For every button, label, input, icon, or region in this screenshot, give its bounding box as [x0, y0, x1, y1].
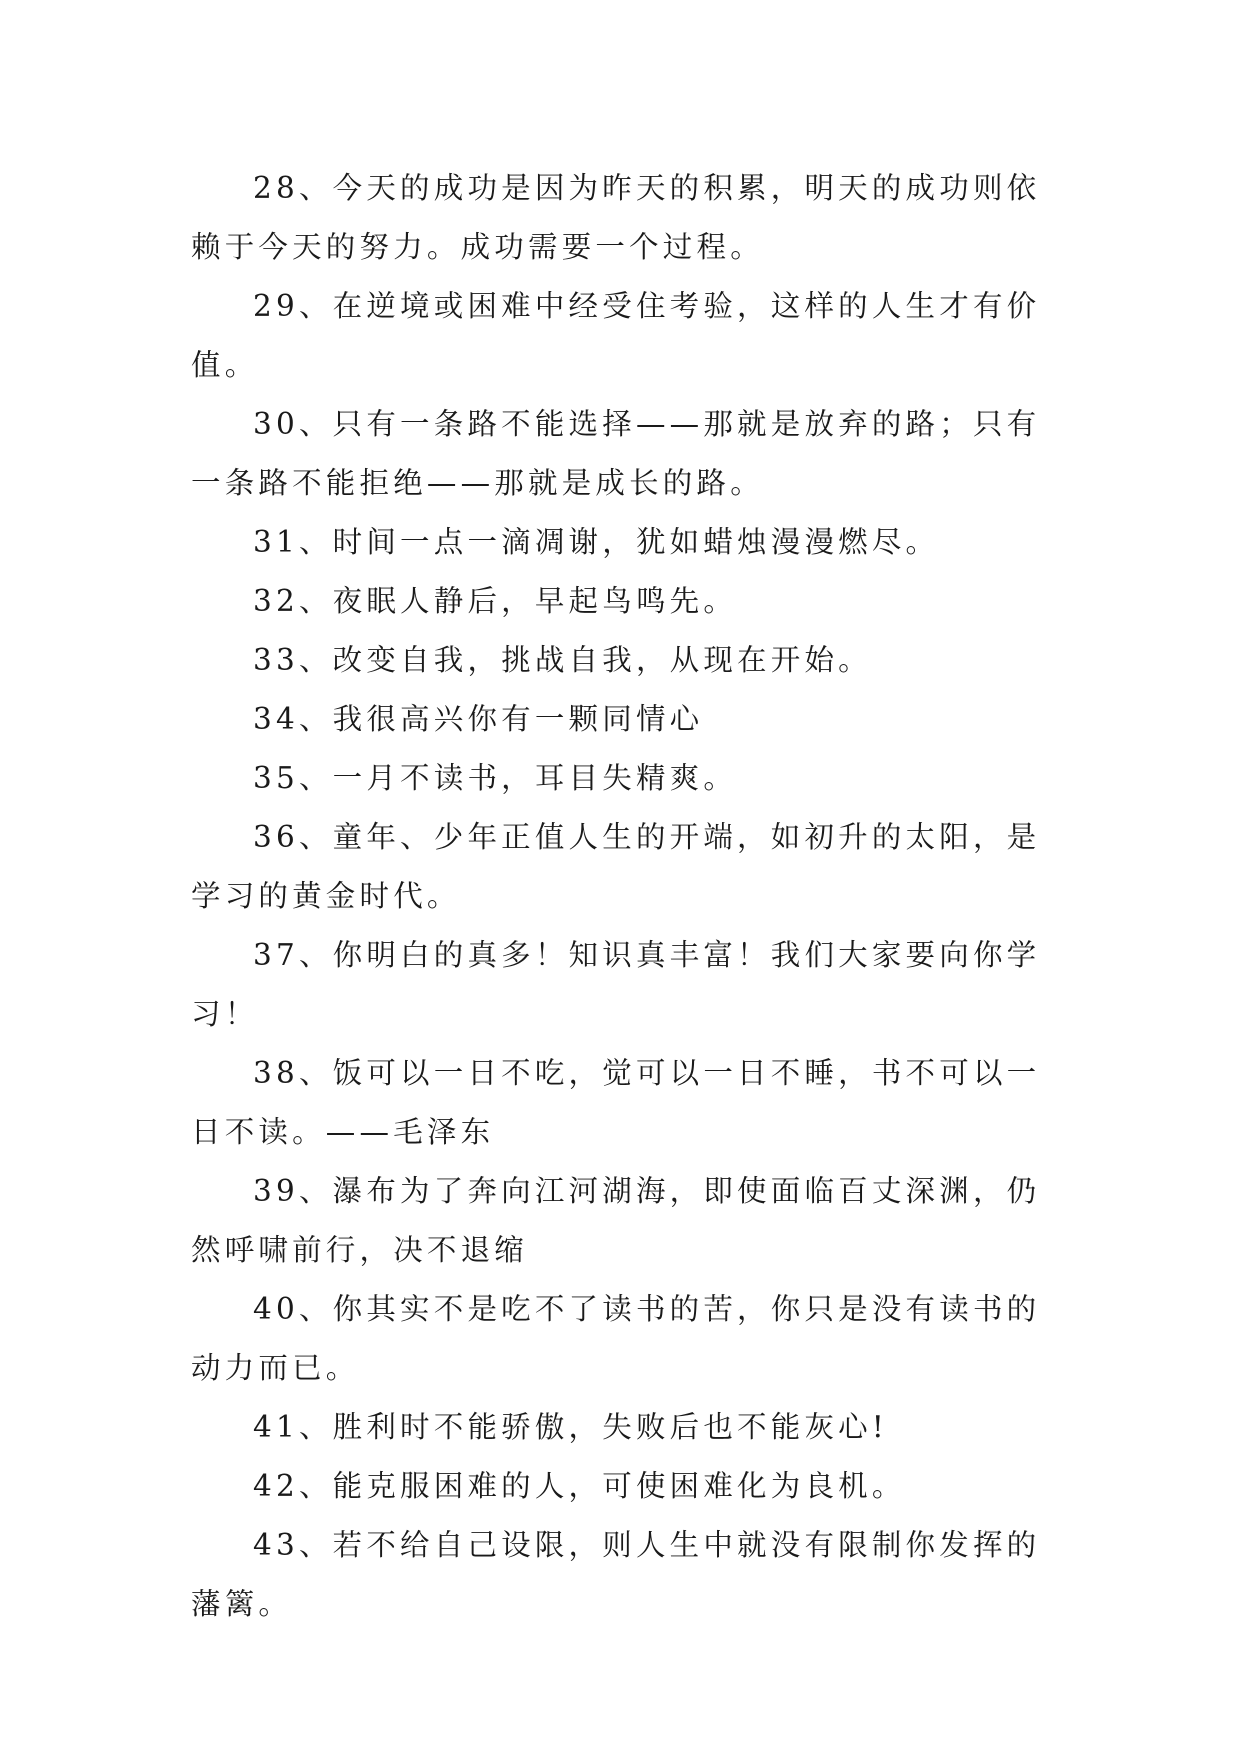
paragraph-36: 36、童年、少年正值人生的开端，如初升的太阳，是学习的黄金时代。	[191, 820, 1041, 913]
document-body	[191, 159, 1051, 1634]
paragraph-43: 43、若不给自己设限，则人生中就没有限制你发挥的藩篱。	[191, 1528, 1041, 1621]
paragraph-30: 30、只有一条路不能选择——那就是放弃的路；只有一条路不能拒绝——那就是成长的路。	[191, 407, 1041, 500]
paragraph-33: 33、改变自我，挑战自我，从现在开始。	[253, 643, 872, 677]
paragraph-35: 35、一月不读书，耳目失精爽。	[253, 761, 738, 795]
paragraph-39: 39、瀑布为了奔向江河湖海，即使面临百丈深渊，仍然呼啸前行，决不退缩	[191, 1174, 1041, 1267]
paragraph-28: 28、今天的成功是因为昨天的积累，明天的成功则依赖于今天的努力。成功需要一个过程。	[191, 171, 1041, 264]
paragraph-32: 32、夜眠人静后，早起鸟鸣先。	[253, 584, 738, 618]
paragraph-41: 41、胜利时不能骄傲，失败后也不能灰心!	[253, 1410, 888, 1444]
paragraph-38: 38、饭可以一日不吃，觉可以一日不睡，书不可以一日不读。——毛泽东	[191, 1056, 1041, 1149]
paragraph-40: 40、你其实不是吃不了读书的苦，你只是没有读书的动力而已。	[191, 1292, 1041, 1385]
paragraph-37: 37、你明白的真多！知识真丰富！我们大家要向你学习！	[191, 938, 1041, 1031]
paragraph-42: 42、能克服困难的人，可使困难化为良机。	[253, 1469, 906, 1503]
paragraph-31: 31、时间一点一滴凋谢，犹如蜡烛漫漫燃尽。	[253, 525, 940, 559]
paragraph-34: 34、我很高兴你有一颗同情心	[253, 702, 704, 736]
paragraph-29: 29、在逆境或困难中经受住考验，这样的人生才有价值。	[191, 289, 1041, 382]
